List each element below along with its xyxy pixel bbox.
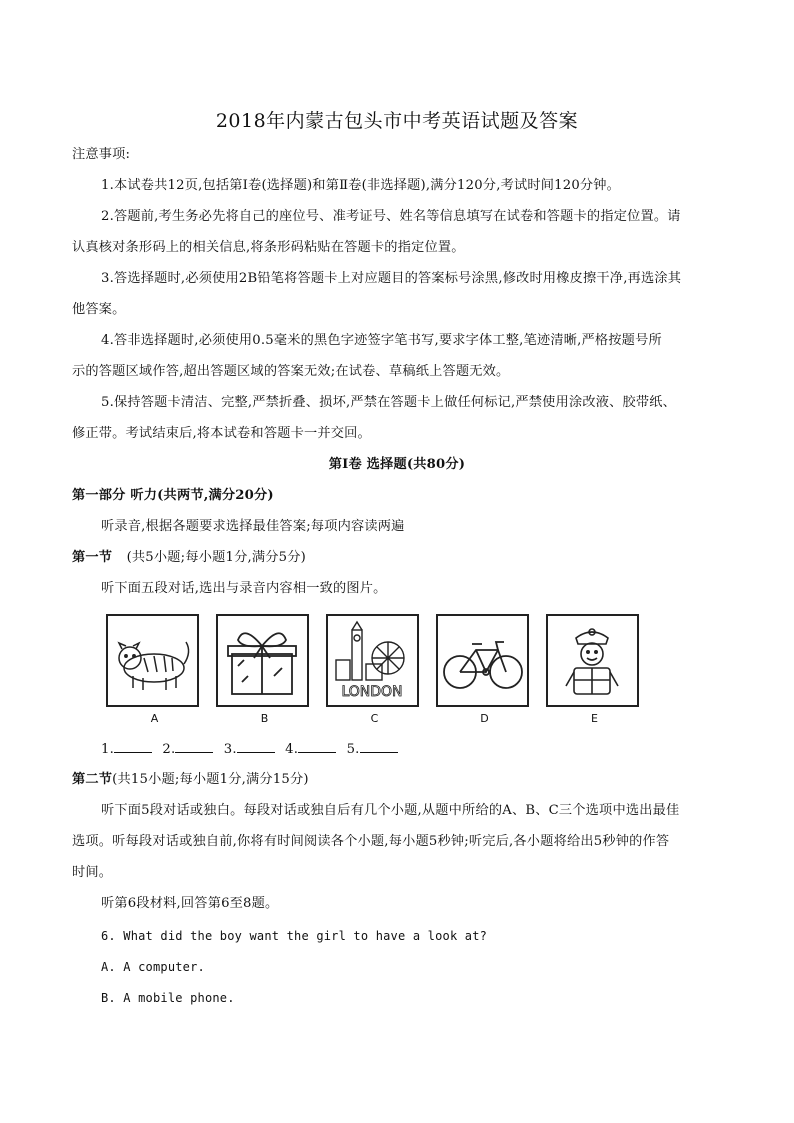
gift-box-icon: [218, 616, 307, 705]
blank-1-label: 1.: [101, 742, 114, 757]
notice-item-4: 4.答非选择题时,必须使用0.5毫米的黑色字迹签字笔书写,要求字体工整,笔迹清晰,严格按题号所: [101, 333, 662, 348]
picture-c-label: C: [370, 712, 379, 725]
notice-heading: 注意事项:: [72, 147, 131, 162]
section1-label: 第一节: [72, 550, 113, 565]
blank-1[interactable]: [114, 740, 152, 753]
picture-e-label: E: [591, 712, 598, 725]
notice-item-3-cont: 他答案。: [72, 302, 126, 317]
section1-heading: [72, 549, 306, 567]
picture-row: [106, 614, 642, 726]
policeman-icon: [548, 616, 637, 705]
blank-4-label: 4.: [285, 742, 299, 757]
page-title: 2018年内蒙古包头市中考英语试题及答案: [215, 110, 579, 132]
blank-2-label: 2.: [162, 742, 176, 757]
tiger-icon: [108, 616, 197, 705]
picture-b-label: B: [260, 712, 269, 725]
picture-d-label: D: [480, 712, 489, 725]
section1-detail: (共5小题;每小题1分,满分5分): [126, 550, 306, 565]
notice-item-3: 3.答选择题时,必须使用2B铅笔将答题卡上对应题目的答案标号涂黑,修改时用橡皮擦干净,再选涂其: [101, 271, 682, 286]
notice-item-2: 2.答题前,考生务必先将自己的座位号、准考证号、姓名等信息填写在试卷和答题卡的指定位置。请: [101, 209, 681, 224]
blank-2[interactable]: [175, 740, 213, 753]
blank-5-label: 5.: [346, 742, 360, 757]
question-6-stem: 6. What did the boy want the girl to have a look at?: [101, 929, 488, 943]
picture-d: [436, 614, 529, 725]
question-6-option-b: B. A mobile phone.: [101, 991, 235, 1005]
material-6-intro: 听第6段材料,回答第6至8题。: [101, 896, 279, 911]
blank-3-label: 3.: [223, 742, 237, 757]
picture-e: [546, 614, 639, 725]
notice-item-2-cont: 认真核对条形码上的相关信息,将条形码粘贴在答题卡的指定位置。: [72, 240, 465, 255]
london-caption: LONDON: [341, 684, 403, 700]
notice-item-5: 5.保持答题卡清洁、完整,严禁折叠、损坏,严禁在答题卡上做任何标记,严禁使用涂改液、胶带纸、: [101, 395, 677, 410]
section2-label: 第二节: [72, 772, 113, 787]
picture-c: [326, 614, 419, 725]
question-6-option-a: A. A computer.: [101, 960, 205, 974]
bicycle-icon: [438, 616, 527, 705]
notice-item-5-cont: 修正带。考试结束后,将本试卷和答题卡一并交回。: [72, 426, 371, 441]
answer-blanks: [101, 740, 398, 759]
section2-instruction-1: 听下面5段对话或独白。每段对话或独自后有几个小题,从题中所给的A、B、C三个选项中选出最佳: [101, 803, 680, 818]
part1-instruction: 听录音,根据各题要求选择最佳答案;每项内容读两遍: [101, 519, 405, 534]
section1-instruction: 听下面五段对话,选出与录音内容相一致的图片。: [101, 581, 387, 596]
section2-instruction-3: 时间。: [72, 865, 113, 880]
picture-b: [216, 614, 309, 725]
section2-instruction-2: 选项。听每段对话或独自前,你将有时间阅读各个小题,每小题5秒钟;听完后,各小题将给出5秒钟的作答: [72, 834, 670, 849]
part1-heading: 第一部分 听力(共两节,满分20分): [72, 488, 274, 503]
blank-4[interactable]: [298, 740, 336, 753]
section2-heading: [72, 771, 309, 789]
picture-a: [106, 614, 199, 725]
section2-detail: (共15小题;每小题1分,满分15分): [112, 772, 309, 787]
notice-item-4-cont: 示的答题区域作答,超出答题区域的答案无效;在试卷、草稿纸上答题无效。: [72, 364, 510, 379]
blank-3[interactable]: [237, 740, 275, 753]
volume-heading: 第Ⅰ卷 选择题(共80分): [328, 457, 466, 472]
blank-5[interactable]: [360, 740, 398, 753]
picture-a-label: A: [150, 712, 159, 725]
notice-item-1: 1.本试卷共12页,包括第Ⅰ卷(选择题)和第Ⅱ卷(非选择题),满分120分,考试时间120分钟。: [101, 178, 621, 193]
london-icon: [328, 616, 417, 705]
